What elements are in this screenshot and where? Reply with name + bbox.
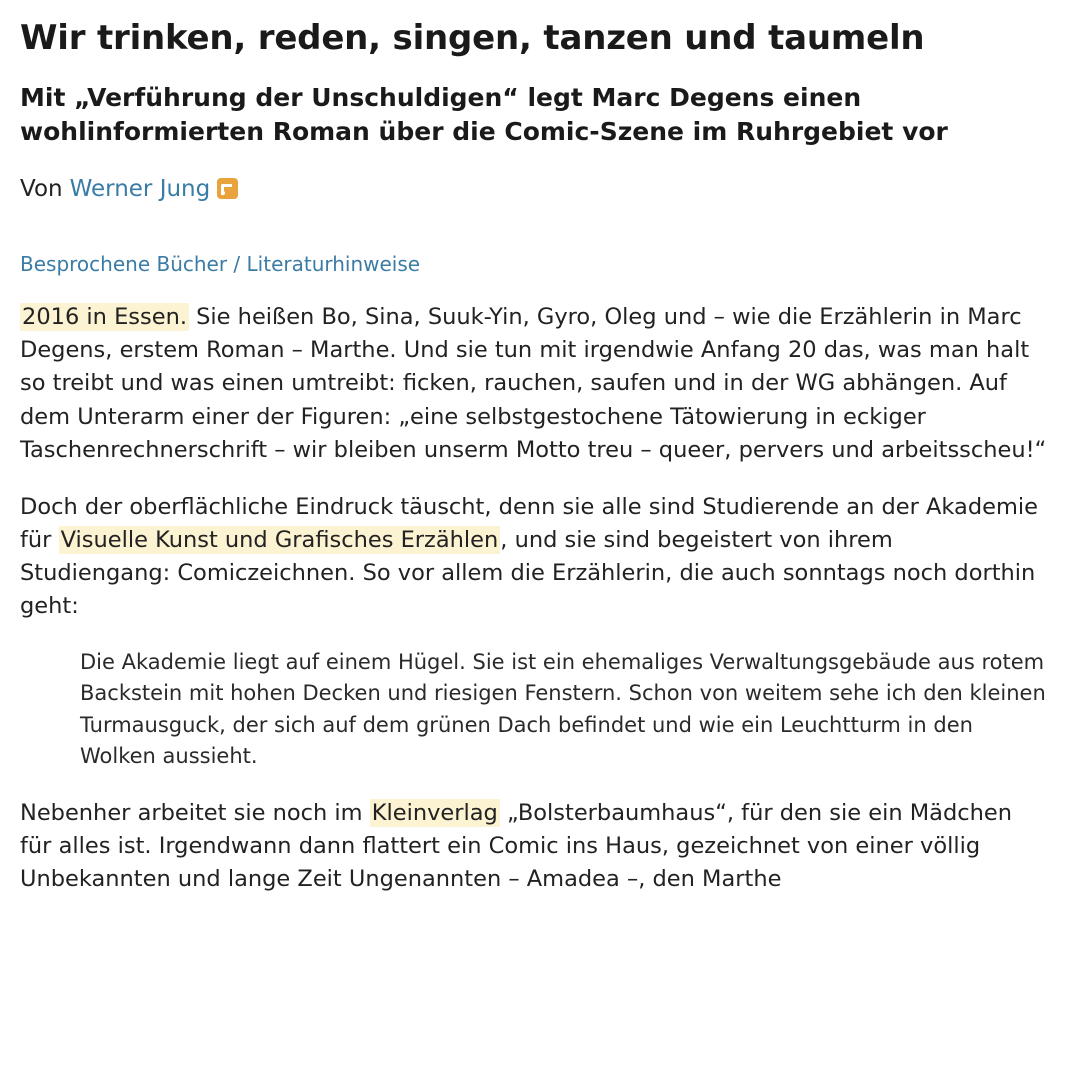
paragraph-2-pre: Doch der oberflächliche Eindruck täuscht, denn sie alle sind Studierende an der Akademie für [20,493,1038,553]
paragraph-1-text: Sie heißen Bo, Sina, Suuk-Yin, Gyro, Oleg und – wie die Erzählerin in Marc Degens, erstem Roman – Marthe. Und sie tun mit irgendwie Anfang 20 das, was man halt so treibt und was einen umtreibt: ficken, rauchen, saufen und in der WG abhängen. Auf dem Unterarm einer der Figuren: „eine selbstgestochene Tätowierung in eckiger Taschenrechnerschrift – wir bleiben unserm Motto treu – queer, pervers und arbeitsscheu!“ [20,304,1047,463]
highlight-kleinverlag: Kleinverlag [371,799,498,826]
article-subtitle: Mit „Verführung der Unschuldigen“ legt Marc Degens einen wohlinformierten Roman über die Comic-Szene im Ruhrgebiet vor [20,83,948,147]
page-title: Wir trinken, reden, singen, tanzen und taumeln [20,18,925,58]
byline [20,175,1048,205]
paragraph-2 [20,491,1048,623]
blockquote [20,647,1048,773]
paragraph-2-post: , und sie sind begeistert von ihrem Studiengang: Comiczeichnen. So vor allem die Erzählerin, die auch sonntags noch dorthin geht: [20,526,1036,619]
paragraph-3 [20,797,1048,896]
highlight-academy: Visuelle Kunst und Grafisches Erzählen [60,526,499,553]
rss-icon[interactable] [217,178,238,199]
paragraph-3-post: „Bolsterbaumhaus“, für den sie ein Mädchen für alles ist. Irgendwann dann flattert ein Comic ins Haus, gezeichnet von einer völlig Unbekannten und lange Zeit Ungenannten – Amadea –, den Marthe [20,799,1012,893]
blockquote-text: Die Akademie liegt auf einem Hügel. Sie ist ein ehemaliges Verwaltungsgebäude aus rotem Backstein mit hohen Decken und riesigen Fenstern. Schon von weitem sehe ich den kleinen Turmausguck, der sich auf dem grünen Dach befindet und wie ein Leuchtturm in den Wolken aussieht. [80,649,1046,769]
paragraph-1 [20,301,1048,466]
highlight-date: 2016 in Essen. [22,304,187,331]
paragraph-3-pre: Nebenher arbeitet sie noch im [20,799,370,826]
byline-prefix: Von [20,176,63,203]
author-link[interactable]: Werner Jung [69,176,211,203]
category-link[interactable]: Besprochene Bücher / Literaturhinweise [20,252,421,277]
